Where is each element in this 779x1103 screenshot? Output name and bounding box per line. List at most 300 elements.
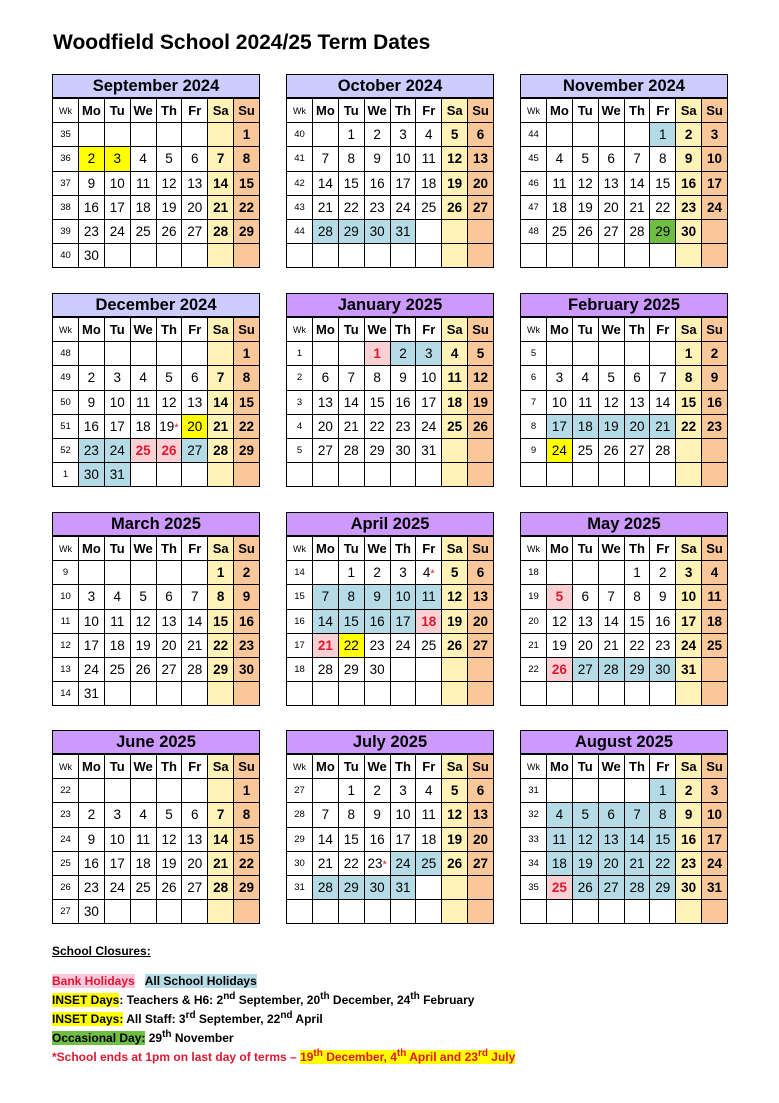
day-cell: 12 <box>442 803 468 827</box>
week-number: 36 <box>53 147 79 171</box>
day-cell: 5 <box>572 147 598 171</box>
day-cell: 26 <box>572 219 598 243</box>
legend-holidays-row <box>52 974 515 989</box>
day-cell <box>442 438 468 462</box>
day-cell: 1 <box>676 342 702 366</box>
day-cell <box>130 123 156 147</box>
week-row <box>521 585 728 609</box>
day-header: Th <box>390 318 416 342</box>
week-number: 52 <box>53 438 79 462</box>
day-header: Wk <box>53 755 79 779</box>
week-number: 9 <box>53 561 79 585</box>
day-header: Sa <box>676 318 702 342</box>
day-cell: 7 <box>208 147 234 171</box>
week-number <box>287 900 313 924</box>
day-cell: 17 <box>702 171 728 195</box>
day-cell: 10 <box>676 585 702 609</box>
week-row <box>287 342 494 366</box>
week-row <box>287 585 494 609</box>
inset-days-key: INSET Days <box>52 993 120 1007</box>
month-table <box>520 536 728 706</box>
week-row <box>521 414 728 438</box>
week-row <box>521 609 728 633</box>
week-number: 46 <box>521 171 547 195</box>
day-header: Sa <box>442 537 468 561</box>
day-cell: 1 <box>208 561 234 585</box>
day-cell: 3 <box>702 123 728 147</box>
day-cell: 19 <box>156 195 182 219</box>
week-number: 21 <box>521 633 547 657</box>
day-header: We <box>130 755 156 779</box>
day-cell: 17 <box>676 609 702 633</box>
week-number: 1 <box>53 463 79 487</box>
week-row <box>53 195 260 219</box>
day-cell: 17 <box>104 195 130 219</box>
day-cell <box>79 561 105 585</box>
day-cell <box>416 875 442 899</box>
day-header: Su <box>468 537 494 561</box>
day-cell: 24 <box>390 633 416 657</box>
day-cell: 11 <box>104 609 130 633</box>
day-cell: 13 <box>182 390 208 414</box>
day-cell: 21 <box>624 851 650 875</box>
day-cell <box>79 779 105 803</box>
week-row <box>53 827 260 851</box>
day-cell: 21 <box>208 851 234 875</box>
day-cell <box>547 682 573 706</box>
month-table <box>286 317 494 487</box>
week-row <box>521 633 728 657</box>
week-row <box>53 463 260 487</box>
day-cell: 25 <box>104 657 130 681</box>
month-table <box>520 98 728 268</box>
day-cell <box>130 342 156 366</box>
day-cell: 26 <box>468 414 494 438</box>
day-header: Su <box>234 755 260 779</box>
month-calendar <box>52 512 260 706</box>
day-cell <box>104 779 130 803</box>
day-header: Su <box>468 755 494 779</box>
day-cell: 20 <box>468 609 494 633</box>
day-header: Th <box>390 99 416 123</box>
day-cell: 7 <box>313 585 339 609</box>
inset-text: All Staff: 3 <box>123 1012 186 1026</box>
day-cell <box>468 244 494 268</box>
day-cell: 19 <box>468 390 494 414</box>
day-cell: 26 <box>130 657 156 681</box>
day-cell: 28 <box>208 438 234 462</box>
day-header: Tu <box>338 318 364 342</box>
day-header: Su <box>468 318 494 342</box>
day-header: We <box>130 537 156 561</box>
day-cell: 18 <box>416 609 442 633</box>
day-header: Wk <box>53 318 79 342</box>
day-cell <box>313 463 339 487</box>
day-cell: 13 <box>598 171 624 195</box>
day-header: Fr <box>416 537 442 561</box>
week-number: 34 <box>521 851 547 875</box>
day-cell: 31 <box>676 657 702 681</box>
occasional-text: 29 <box>145 1031 163 1045</box>
week-row <box>287 803 494 827</box>
week-row <box>53 900 260 924</box>
day-cell: 12 <box>572 171 598 195</box>
day-cell: 6 <box>468 779 494 803</box>
day-cell: 28 <box>182 657 208 681</box>
day-cell <box>234 900 260 924</box>
day-cell: 4 <box>130 803 156 827</box>
day-cell <box>676 900 702 924</box>
day-cell: 5 <box>130 585 156 609</box>
day-cell: 5 <box>156 366 182 390</box>
day-cell <box>182 561 208 585</box>
day-header: Mo <box>313 537 339 561</box>
day-cell <box>313 779 339 803</box>
day-header: Sa <box>208 755 234 779</box>
day-cell: 1 <box>234 342 260 366</box>
day-cell <box>598 779 624 803</box>
week-row <box>53 123 260 147</box>
week-row <box>53 875 260 899</box>
month-title: October 2024 <box>286 74 494 98</box>
week-number: 27 <box>287 779 313 803</box>
day-cell: 4 <box>442 342 468 366</box>
day-cell: 21 <box>624 195 650 219</box>
week-number: 31 <box>287 875 313 899</box>
day-cell: 9 <box>364 147 390 171</box>
day-cell: 29 <box>650 875 676 899</box>
day-cell: 10 <box>104 390 130 414</box>
day-cell <box>650 682 676 706</box>
day-cell <box>702 657 728 681</box>
day-cell <box>598 123 624 147</box>
day-header: Mo <box>547 99 573 123</box>
day-cell: 11 <box>130 827 156 851</box>
day-cell: 6 <box>572 585 598 609</box>
ordinal-suffix: th <box>410 991 420 1002</box>
day-cell: 30 <box>676 875 702 899</box>
day-cell: 12 <box>442 585 468 609</box>
day-cell: 22 <box>676 414 702 438</box>
day-cell: 11 <box>702 585 728 609</box>
ordinal-suffix: nd <box>280 1010 293 1021</box>
day-header: Su <box>234 537 260 561</box>
day-cell: 10 <box>390 803 416 827</box>
day-cell <box>416 657 442 681</box>
day-header: Wk <box>287 755 313 779</box>
day-cell: 28 <box>338 438 364 462</box>
month-title: August 2025 <box>520 730 728 754</box>
week-row <box>287 219 494 243</box>
day-cell: 13 <box>313 390 339 414</box>
day-cell: 11 <box>416 585 442 609</box>
week-number <box>521 682 547 706</box>
week-number: 51 <box>53 414 79 438</box>
day-cell <box>104 561 130 585</box>
day-cell: 8 <box>338 585 364 609</box>
month-table <box>52 317 260 487</box>
day-header: We <box>364 99 390 123</box>
day-cell: 28 <box>650 438 676 462</box>
day-header-row <box>521 755 728 779</box>
day-header: Th <box>624 537 650 561</box>
day-cell: 6 <box>182 803 208 827</box>
day-cell: 25 <box>130 875 156 899</box>
day-cell: 30 <box>364 657 390 681</box>
week-row <box>521 195 728 219</box>
day-cell: 19 <box>442 171 468 195</box>
day-cell: 21 <box>313 633 339 657</box>
week-row <box>53 342 260 366</box>
day-header: Mo <box>79 537 105 561</box>
week-number: 3 <box>287 390 313 414</box>
day-cell: 29 <box>338 657 364 681</box>
day-cell <box>624 682 650 706</box>
day-cell: 30 <box>364 875 390 899</box>
day-cell: 17 <box>104 851 130 875</box>
day-cell: 20 <box>182 195 208 219</box>
week-number: 22 <box>53 779 79 803</box>
day-cell: 17 <box>416 390 442 414</box>
day-header: Fr <box>416 318 442 342</box>
day-header: Tu <box>104 318 130 342</box>
day-cell: 25 <box>130 219 156 243</box>
day-cell <box>547 463 573 487</box>
week-row <box>287 366 494 390</box>
day-header: Wk <box>287 537 313 561</box>
day-header: We <box>364 755 390 779</box>
day-cell: 20 <box>156 633 182 657</box>
day-header: Th <box>156 755 182 779</box>
day-header: Mo <box>79 318 105 342</box>
day-cell <box>390 900 416 924</box>
day-cell: 9 <box>650 585 676 609</box>
day-cell: 8 <box>234 803 260 827</box>
day-cell: 26 <box>442 633 468 657</box>
week-number: 5 <box>521 342 547 366</box>
day-cell <box>702 219 728 243</box>
day-cell: 14 <box>624 171 650 195</box>
day-cell: 29 <box>338 219 364 243</box>
day-cell <box>442 244 468 268</box>
day-cell: 19* <box>156 414 182 438</box>
week-row <box>53 803 260 827</box>
week-row <box>521 147 728 171</box>
day-cell: 20 <box>468 171 494 195</box>
day-cell: 10 <box>702 147 728 171</box>
week-row <box>521 342 728 366</box>
day-cell: 7 <box>598 585 624 609</box>
day-header: We <box>598 537 624 561</box>
day-header: We <box>130 99 156 123</box>
week-row <box>521 171 728 195</box>
week-number <box>521 244 547 268</box>
day-cell: 24 <box>390 851 416 875</box>
week-row <box>521 244 728 268</box>
day-cell: 20 <box>182 851 208 875</box>
day-cell <box>468 463 494 487</box>
day-header: Mo <box>79 755 105 779</box>
day-cell: 14 <box>624 827 650 851</box>
week-row <box>521 875 728 899</box>
inset-text: April <box>292 1012 323 1026</box>
month-calendar <box>286 512 494 706</box>
day-cell: 3 <box>547 366 573 390</box>
day-cell: 2 <box>702 342 728 366</box>
day-cell: 4* <box>416 561 442 585</box>
week-row <box>53 585 260 609</box>
day-cell <box>390 244 416 268</box>
day-cell: 17 <box>104 414 130 438</box>
day-cell <box>442 875 468 899</box>
day-cell: 25 <box>572 438 598 462</box>
day-cell <box>182 779 208 803</box>
day-cell <box>702 463 728 487</box>
day-cell: 27 <box>598 875 624 899</box>
day-cell <box>208 123 234 147</box>
day-cell: 21 <box>182 633 208 657</box>
day-cell: 29 <box>650 219 676 243</box>
week-number: 14 <box>287 561 313 585</box>
day-cell: 23 <box>390 414 416 438</box>
closures-title: School Closures: <box>52 944 151 958</box>
month-table <box>52 754 260 924</box>
day-cell: 27 <box>182 875 208 899</box>
day-cell: 2 <box>676 779 702 803</box>
day-cell: 14 <box>313 609 339 633</box>
day-cell: 11 <box>442 366 468 390</box>
month-table <box>286 536 494 706</box>
day-cell <box>156 342 182 366</box>
day-header-row <box>53 99 260 123</box>
day-cell <box>624 342 650 366</box>
day-cell <box>442 900 468 924</box>
day-cell <box>468 875 494 899</box>
day-header: Su <box>234 318 260 342</box>
day-cell: 14 <box>208 171 234 195</box>
day-cell <box>598 682 624 706</box>
day-header: Mo <box>547 537 573 561</box>
day-cell: 19 <box>572 195 598 219</box>
legend-inset-row-1 <box>52 989 515 1008</box>
week-row <box>521 390 728 414</box>
day-cell: 2 <box>364 779 390 803</box>
day-cell: 30 <box>364 219 390 243</box>
week-row <box>53 147 260 171</box>
day-cell: 3 <box>390 561 416 585</box>
day-cell: 10 <box>390 585 416 609</box>
week-row <box>53 657 260 681</box>
day-cell: 16 <box>702 390 728 414</box>
month-calendar <box>52 74 260 268</box>
day-cell: 7 <box>650 366 676 390</box>
week-row <box>287 390 494 414</box>
month-calendar <box>286 293 494 487</box>
day-cell: 24 <box>390 195 416 219</box>
day-cell: 4 <box>130 147 156 171</box>
day-header: Fr <box>416 755 442 779</box>
day-cell: 11 <box>416 803 442 827</box>
day-cell: 8 <box>676 366 702 390</box>
day-cell: 3 <box>390 123 416 147</box>
week-row <box>53 414 260 438</box>
day-cell: 4 <box>416 779 442 803</box>
day-cell: 27 <box>598 219 624 243</box>
day-cell <box>313 900 339 924</box>
day-cell: 30 <box>650 657 676 681</box>
ordinal-suffix: nd <box>223 991 236 1002</box>
day-cell: 27 <box>468 633 494 657</box>
legend-occasional-row <box>52 1027 515 1046</box>
day-header: Tu <box>338 755 364 779</box>
day-cell: 14 <box>182 609 208 633</box>
day-cell: 4 <box>572 366 598 390</box>
day-cell: 18 <box>547 195 573 219</box>
day-cell: 20 <box>313 414 339 438</box>
week-number: 35 <box>521 875 547 899</box>
day-header: Fr <box>182 99 208 123</box>
day-cell: 5 <box>468 342 494 366</box>
day-cell: 11 <box>130 171 156 195</box>
day-cell: 13 <box>182 827 208 851</box>
day-header: Th <box>624 755 650 779</box>
day-cell: 26 <box>547 657 573 681</box>
day-header: Fr <box>182 755 208 779</box>
day-cell: 16 <box>234 609 260 633</box>
day-cell <box>182 342 208 366</box>
month-title: June 2025 <box>52 730 260 754</box>
day-cell: 31 <box>416 438 442 462</box>
day-cell: 24 <box>104 219 130 243</box>
occasional-text: November <box>171 1031 234 1045</box>
early-close-dates: 19th December, 4th April and 23rd July <box>300 1048 516 1064</box>
day-cell: 7 <box>182 585 208 609</box>
day-cell: 26 <box>156 875 182 899</box>
day-cell: 3 <box>104 803 130 827</box>
day-cell <box>364 244 390 268</box>
day-cell: 18 <box>702 609 728 633</box>
day-cell <box>572 561 598 585</box>
day-header: Wk <box>521 99 547 123</box>
day-cell <box>572 900 598 924</box>
week-number: 13 <box>53 657 79 681</box>
day-cell <box>547 900 573 924</box>
day-cell: 8 <box>208 585 234 609</box>
day-header: Tu <box>338 99 364 123</box>
day-cell <box>702 244 728 268</box>
day-cell <box>650 244 676 268</box>
day-cell <box>364 900 390 924</box>
day-header: Sa <box>676 537 702 561</box>
day-cell: 2 <box>79 147 105 171</box>
day-cell: 28 <box>208 219 234 243</box>
day-header-row <box>287 318 494 342</box>
day-cell: 28 <box>208 875 234 899</box>
day-header: Fr <box>182 537 208 561</box>
day-cell <box>156 682 182 706</box>
day-cell: 24 <box>104 438 130 462</box>
day-header: Th <box>390 755 416 779</box>
day-cell <box>702 438 728 462</box>
day-cell <box>572 342 598 366</box>
day-cell: 25 <box>547 875 573 899</box>
week-row <box>53 438 260 462</box>
day-cell: 11 <box>572 390 598 414</box>
day-header: Su <box>702 318 728 342</box>
day-cell: 28 <box>598 657 624 681</box>
day-cell: 18 <box>416 171 442 195</box>
week-row <box>287 561 494 585</box>
